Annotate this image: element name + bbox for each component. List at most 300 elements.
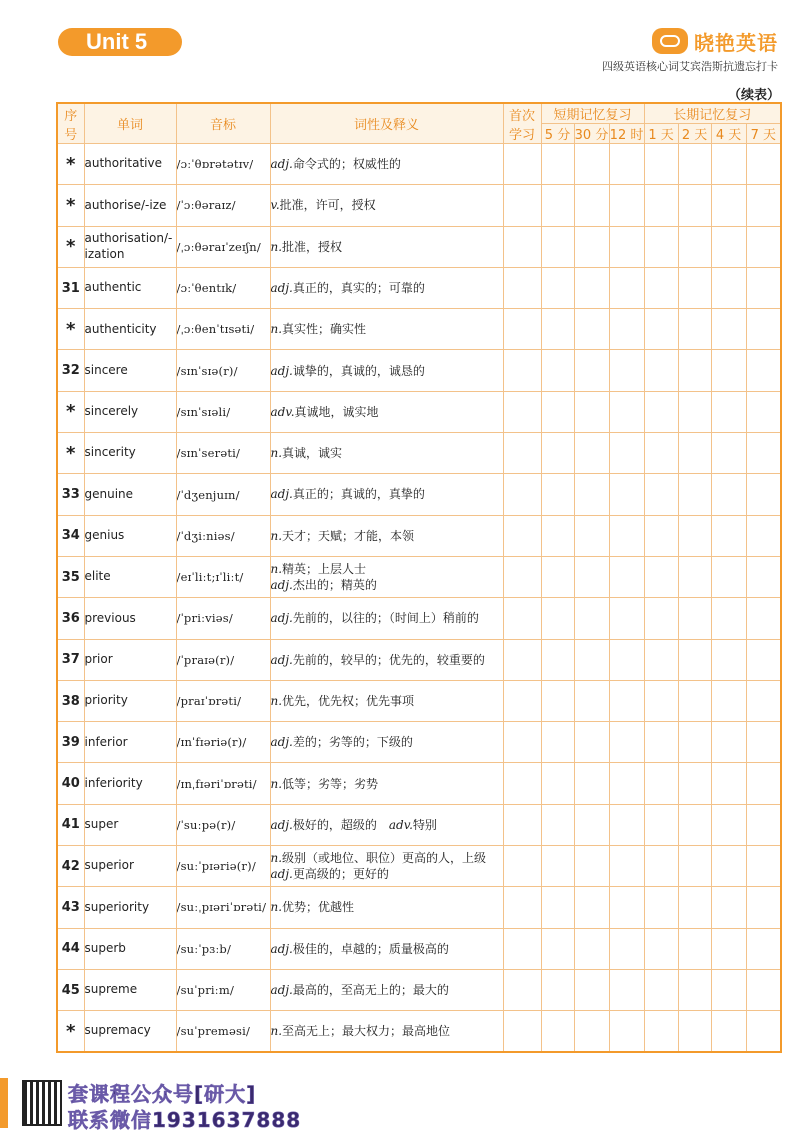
review-checkbox-cell[interactable] bbox=[541, 226, 574, 267]
meaning: 批准，许可，授权 bbox=[279, 198, 376, 213]
review-checkbox-cell[interactable] bbox=[541, 309, 574, 350]
review-checkbox-cell[interactable] bbox=[746, 1011, 781, 1052]
header-definition: 词性及释义 bbox=[270, 103, 503, 144]
review-checkbox-cell[interactable] bbox=[541, 887, 574, 928]
review-checkbox-cell[interactable] bbox=[746, 309, 781, 350]
review-checkbox-cell[interactable] bbox=[503, 144, 541, 185]
review-checkbox-cell[interactable] bbox=[541, 804, 574, 845]
review-checkbox-cell[interactable] bbox=[711, 722, 746, 763]
row-definition bbox=[270, 144, 503, 185]
review-checkbox-cell[interactable] bbox=[541, 722, 574, 763]
review-checkbox-cell[interactable] bbox=[711, 226, 746, 267]
review-checkbox-cell[interactable] bbox=[609, 680, 644, 721]
review-checkbox-cell[interactable] bbox=[503, 598, 541, 639]
row-index: 42 bbox=[57, 846, 84, 887]
review-checkbox-cell[interactable] bbox=[503, 391, 541, 432]
review-checkbox-cell[interactable] bbox=[609, 928, 644, 969]
row-word: genuine bbox=[84, 474, 176, 515]
review-checkbox-cell[interactable] bbox=[609, 515, 644, 556]
row-index: * bbox=[57, 309, 84, 350]
table-row bbox=[57, 639, 781, 680]
row-index: 33 bbox=[57, 474, 84, 515]
row-word: super bbox=[84, 804, 176, 845]
review-checkbox-cell[interactable] bbox=[503, 928, 541, 969]
review-checkbox-cell[interactable] bbox=[746, 350, 781, 391]
review-checkbox-cell[interactable] bbox=[711, 556, 746, 597]
review-checkbox-cell[interactable] bbox=[503, 722, 541, 763]
review-checkbox-cell[interactable] bbox=[541, 680, 574, 721]
qr-code-icon bbox=[22, 1080, 62, 1126]
meaning: 真诚地，诚实地 bbox=[294, 404, 379, 419]
part-of-speech: n. bbox=[270, 693, 283, 708]
part-of-speech: adj. bbox=[270, 157, 293, 172]
row-index: 34 bbox=[57, 515, 84, 556]
review-checkbox-cell[interactable] bbox=[609, 887, 644, 928]
review-checkbox-cell[interactable] bbox=[541, 763, 574, 804]
review-checkbox-cell[interactable] bbox=[711, 598, 746, 639]
review-checkbox-cell[interactable] bbox=[678, 515, 711, 556]
review-checkbox-cell[interactable] bbox=[503, 763, 541, 804]
part-of-speech: adj. bbox=[270, 735, 293, 750]
row-index: 41 bbox=[57, 804, 84, 845]
review-checkbox-cell[interactable] bbox=[609, 722, 644, 763]
review-checkbox-cell[interactable] bbox=[678, 680, 711, 721]
review-checkbox-cell[interactable] bbox=[503, 433, 541, 474]
review-checkbox-cell[interactable] bbox=[746, 267, 781, 308]
review-checkbox-cell[interactable] bbox=[746, 722, 781, 763]
row-phonetic: /ɔːˈθentɪk/ bbox=[176, 267, 270, 308]
review-checkbox-cell[interactable] bbox=[609, 763, 644, 804]
review-checkbox-cell[interactable] bbox=[574, 722, 609, 763]
part-of-speech: adj. bbox=[270, 867, 293, 882]
review-checkbox-cell[interactable] bbox=[644, 433, 678, 474]
review-checkbox-cell[interactable] bbox=[574, 556, 609, 597]
header-12h: 12 时 bbox=[609, 124, 644, 144]
table-row bbox=[57, 556, 781, 597]
review-checkbox-cell[interactable] bbox=[746, 391, 781, 432]
row-definition bbox=[270, 309, 503, 350]
review-checkbox-cell[interactable] bbox=[746, 144, 781, 185]
row-index: 31 bbox=[57, 267, 84, 308]
review-checkbox-cell[interactable] bbox=[609, 433, 644, 474]
row-word: superior bbox=[84, 846, 176, 887]
table-row bbox=[57, 515, 781, 556]
continued-label: （续表） bbox=[727, 88, 780, 103]
row-phonetic: /suːˈpɪəriə(r)/ bbox=[176, 846, 270, 887]
review-checkbox-cell[interactable] bbox=[711, 144, 746, 185]
review-checkbox-cell[interactable] bbox=[644, 350, 678, 391]
row-phonetic: /ˈdʒiːniəs/ bbox=[176, 515, 270, 556]
review-checkbox-cell[interactable] bbox=[678, 556, 711, 597]
part-of-speech: n. bbox=[270, 446, 283, 461]
review-checkbox-cell[interactable] bbox=[609, 391, 644, 432]
row-index: 37 bbox=[57, 639, 84, 680]
review-checkbox-cell[interactable] bbox=[644, 598, 678, 639]
review-checkbox-cell[interactable] bbox=[711, 1011, 746, 1052]
row-word: genius bbox=[84, 515, 176, 556]
header-short-term: 短期记忆复习 bbox=[541, 103, 644, 124]
review-checkbox-cell[interactable] bbox=[503, 267, 541, 308]
review-checkbox-cell[interactable] bbox=[541, 639, 574, 680]
review-checkbox-cell[interactable] bbox=[574, 598, 609, 639]
review-checkbox-cell[interactable] bbox=[644, 474, 678, 515]
meaning: 精英；上层人士 bbox=[282, 561, 367, 576]
review-checkbox-cell[interactable] bbox=[503, 680, 541, 721]
row-definition bbox=[270, 350, 503, 391]
review-checkbox-cell[interactable] bbox=[711, 391, 746, 432]
review-checkbox-cell[interactable] bbox=[746, 846, 781, 887]
row-index: 35 bbox=[57, 556, 84, 597]
review-checkbox-cell[interactable] bbox=[644, 226, 678, 267]
review-checkbox-cell[interactable] bbox=[503, 474, 541, 515]
review-checkbox-cell[interactable] bbox=[609, 846, 644, 887]
review-checkbox-cell[interactable] bbox=[746, 887, 781, 928]
review-checkbox-cell[interactable] bbox=[644, 1011, 678, 1052]
review-checkbox-cell[interactable] bbox=[678, 763, 711, 804]
review-checkbox-cell[interactable] bbox=[574, 185, 609, 226]
table-row bbox=[57, 887, 781, 928]
header-word: 单词 bbox=[84, 103, 176, 144]
review-checkbox-cell[interactable] bbox=[678, 639, 711, 680]
review-checkbox-cell[interactable] bbox=[503, 804, 541, 845]
review-checkbox-cell[interactable] bbox=[678, 267, 711, 308]
row-index: 39 bbox=[57, 722, 84, 763]
review-checkbox-cell[interactable] bbox=[574, 804, 609, 845]
review-checkbox-cell[interactable] bbox=[711, 267, 746, 308]
row-word: prior bbox=[84, 639, 176, 680]
row-definition bbox=[270, 185, 503, 226]
review-checkbox-cell[interactable] bbox=[644, 722, 678, 763]
review-checkbox-cell[interactable] bbox=[503, 969, 541, 1010]
row-word: previous bbox=[84, 598, 176, 639]
review-checkbox-cell[interactable] bbox=[541, 350, 574, 391]
review-checkbox-cell[interactable] bbox=[644, 515, 678, 556]
review-checkbox-cell[interactable] bbox=[609, 309, 644, 350]
review-checkbox-cell[interactable] bbox=[609, 639, 644, 680]
meaning: 诚挚的，真诚的，诚恳的 bbox=[292, 363, 425, 378]
meaning: 真正的；真诚的，真挚的 bbox=[292, 487, 425, 502]
review-checkbox-cell[interactable] bbox=[644, 267, 678, 308]
review-checkbox-cell[interactable] bbox=[746, 598, 781, 639]
review-checkbox-cell[interactable] bbox=[711, 639, 746, 680]
part-of-speech: n. bbox=[270, 1024, 283, 1039]
review-checkbox-cell[interactable] bbox=[609, 804, 644, 845]
review-checkbox-cell[interactable] bbox=[574, 639, 609, 680]
table-row bbox=[57, 804, 781, 845]
review-checkbox-cell[interactable] bbox=[541, 515, 574, 556]
row-phonetic: /suˈpriːm/ bbox=[176, 969, 270, 1010]
header-4day: 4 天 bbox=[711, 124, 746, 144]
review-checkbox-cell[interactable] bbox=[541, 185, 574, 226]
review-checkbox-cell[interactable] bbox=[711, 433, 746, 474]
review-checkbox-cell[interactable] bbox=[746, 556, 781, 597]
review-checkbox-cell[interactable] bbox=[503, 350, 541, 391]
header-1day: 1 天 bbox=[644, 124, 678, 144]
review-checkbox-cell[interactable] bbox=[503, 639, 541, 680]
review-checkbox-cell[interactable] bbox=[746, 928, 781, 969]
review-checkbox-cell[interactable] bbox=[503, 1011, 541, 1052]
review-checkbox-cell[interactable] bbox=[678, 804, 711, 845]
review-checkbox-cell[interactable] bbox=[678, 474, 711, 515]
review-checkbox-cell[interactable] bbox=[503, 185, 541, 226]
meaning: 极好的，超级的 bbox=[292, 817, 389, 832]
table-row bbox=[57, 185, 781, 226]
review-checkbox-cell[interactable] bbox=[711, 846, 746, 887]
header-index: 序号 bbox=[57, 103, 84, 144]
table-row bbox=[57, 433, 781, 474]
row-definition bbox=[270, 680, 503, 721]
meaning: 杰出的；精英的 bbox=[292, 578, 377, 593]
review-checkbox-cell[interactable] bbox=[746, 639, 781, 680]
table-row bbox=[57, 474, 781, 515]
row-definition bbox=[270, 226, 503, 267]
review-checkbox-cell[interactable] bbox=[574, 515, 609, 556]
table-row bbox=[57, 969, 781, 1010]
review-checkbox-cell[interactable] bbox=[711, 474, 746, 515]
review-checkbox-cell[interactable] bbox=[711, 680, 746, 721]
row-word: superb bbox=[84, 928, 176, 969]
review-checkbox-cell[interactable] bbox=[711, 804, 746, 845]
row-definition bbox=[270, 515, 503, 556]
part-of-speech: adj. bbox=[270, 487, 293, 502]
review-checkbox-cell[interactable] bbox=[678, 391, 711, 432]
review-checkbox-cell[interactable] bbox=[644, 144, 678, 185]
row-phonetic: /ˈsuːpə(r)/ bbox=[176, 804, 270, 845]
table-row bbox=[57, 391, 781, 432]
part-of-speech: n. bbox=[270, 528, 283, 543]
row-word: sincerity bbox=[84, 433, 176, 474]
review-checkbox-cell[interactable] bbox=[503, 846, 541, 887]
part-of-speech: n. bbox=[270, 239, 283, 254]
review-checkbox-cell[interactable] bbox=[644, 804, 678, 845]
part-of-speech: adv. bbox=[270, 404, 295, 419]
header-5min: 5 分 bbox=[541, 124, 574, 144]
row-index: * bbox=[57, 144, 84, 185]
review-checkbox-cell[interactable] bbox=[678, 969, 711, 1010]
review-checkbox-cell[interactable] bbox=[746, 433, 781, 474]
review-checkbox-cell[interactable] bbox=[609, 556, 644, 597]
review-checkbox-cell[interactable] bbox=[541, 433, 574, 474]
row-word: authorisation/-ization bbox=[84, 226, 176, 267]
review-checkbox-cell[interactable] bbox=[503, 887, 541, 928]
row-definition bbox=[270, 1011, 503, 1052]
review-checkbox-cell[interactable] bbox=[503, 226, 541, 267]
review-checkbox-cell[interactable] bbox=[574, 144, 609, 185]
review-checkbox-cell[interactable] bbox=[541, 144, 574, 185]
review-checkbox-cell[interactable] bbox=[711, 887, 746, 928]
row-definition bbox=[270, 887, 503, 928]
review-checkbox-cell[interactable] bbox=[574, 433, 609, 474]
review-checkbox-cell[interactable] bbox=[678, 928, 711, 969]
review-checkbox-cell[interactable] bbox=[678, 226, 711, 267]
review-checkbox-cell[interactable] bbox=[678, 846, 711, 887]
review-checkbox-cell[interactable] bbox=[711, 309, 746, 350]
row-index: 44 bbox=[57, 928, 84, 969]
review-checkbox-cell[interactable] bbox=[678, 144, 711, 185]
part-of-speech: n. bbox=[270, 851, 283, 865]
review-checkbox-cell[interactable] bbox=[746, 680, 781, 721]
row-definition bbox=[270, 474, 503, 515]
row-definition bbox=[270, 433, 503, 474]
review-checkbox-cell[interactable] bbox=[541, 1011, 574, 1052]
review-checkbox-cell[interactable] bbox=[541, 598, 574, 639]
review-checkbox-cell[interactable] bbox=[746, 226, 781, 267]
vocab-body bbox=[57, 144, 781, 1053]
review-checkbox-cell[interactable] bbox=[644, 391, 678, 432]
row-definition bbox=[270, 391, 503, 432]
review-checkbox-cell[interactable] bbox=[711, 969, 746, 1010]
review-checkbox-cell[interactable] bbox=[541, 846, 574, 887]
review-checkbox-cell[interactable] bbox=[609, 969, 644, 1010]
row-word: authentic bbox=[84, 267, 176, 308]
row-phonetic: /ɔːˈθɒrətətɪv/ bbox=[176, 144, 270, 185]
review-checkbox-cell[interactable] bbox=[746, 763, 781, 804]
row-index: * bbox=[57, 185, 84, 226]
review-checkbox-cell[interactable] bbox=[644, 556, 678, 597]
row-phonetic: /sɪnˈsɪə(r)/ bbox=[176, 350, 270, 391]
review-checkbox-cell[interactable] bbox=[746, 515, 781, 556]
review-checkbox-cell[interactable] bbox=[541, 969, 574, 1010]
header-phonetic: 音标 bbox=[176, 103, 270, 144]
row-phonetic: /ˌɔːθenˈtɪsəti/ bbox=[176, 309, 270, 350]
row-definition bbox=[270, 804, 503, 845]
meaning: 天才；天赋；才能，本领 bbox=[282, 528, 415, 543]
review-checkbox-cell[interactable] bbox=[644, 763, 678, 804]
review-checkbox-cell[interactable] bbox=[574, 309, 609, 350]
row-word: priority bbox=[84, 680, 176, 721]
review-checkbox-cell[interactable] bbox=[541, 928, 574, 969]
meaning: 最高的，至高无上的；最大的 bbox=[292, 982, 449, 997]
review-checkbox-cell[interactable] bbox=[678, 309, 711, 350]
review-checkbox-cell[interactable] bbox=[711, 515, 746, 556]
row-word: superiority bbox=[84, 887, 176, 928]
part-of-speech: n. bbox=[270, 900, 283, 915]
row-index: * bbox=[57, 1011, 84, 1052]
meaning: 至高无上；最大权力；最高地位 bbox=[282, 1024, 451, 1039]
review-checkbox-cell[interactable] bbox=[609, 144, 644, 185]
review-checkbox-cell[interactable] bbox=[678, 1011, 711, 1052]
review-checkbox-cell[interactable] bbox=[541, 391, 574, 432]
table-row bbox=[57, 846, 781, 887]
review-checkbox-cell[interactable] bbox=[678, 722, 711, 763]
review-checkbox-cell[interactable] bbox=[644, 928, 678, 969]
row-word: supremacy bbox=[84, 1011, 176, 1052]
review-checkbox-cell[interactable] bbox=[678, 185, 711, 226]
review-checkbox-cell[interactable] bbox=[574, 928, 609, 969]
review-checkbox-cell[interactable] bbox=[574, 846, 609, 887]
row-phonetic: /ɪnˌfɪəriˈɒrəti/ bbox=[176, 763, 270, 804]
row-index: 43 bbox=[57, 887, 84, 928]
review-checkbox-cell[interactable] bbox=[609, 474, 644, 515]
review-checkbox-cell[interactable] bbox=[609, 350, 644, 391]
review-checkbox-cell[interactable] bbox=[503, 515, 541, 556]
table-row bbox=[57, 763, 781, 804]
review-checkbox-cell[interactable] bbox=[574, 391, 609, 432]
review-checkbox-cell[interactable] bbox=[678, 887, 711, 928]
review-checkbox-cell[interactable] bbox=[574, 763, 609, 804]
table-row bbox=[57, 928, 781, 969]
review-checkbox-cell[interactable] bbox=[746, 474, 781, 515]
review-checkbox-cell[interactable] bbox=[541, 267, 574, 308]
review-checkbox-cell[interactable] bbox=[644, 639, 678, 680]
row-definition bbox=[270, 969, 503, 1010]
review-checkbox-cell[interactable] bbox=[644, 185, 678, 226]
row-phonetic: /suˈpreməsi/ bbox=[176, 1011, 270, 1052]
review-checkbox-cell[interactable] bbox=[609, 598, 644, 639]
review-checkbox-cell[interactable] bbox=[574, 1011, 609, 1052]
meaning: 命令式的；权威性的 bbox=[292, 157, 401, 172]
review-checkbox-cell[interactable] bbox=[644, 887, 678, 928]
header-7day: 7 天 bbox=[746, 124, 781, 144]
review-checkbox-cell[interactable] bbox=[574, 226, 609, 267]
review-checkbox-cell[interactable] bbox=[541, 556, 574, 597]
review-checkbox-cell[interactable] bbox=[746, 804, 781, 845]
row-index: * bbox=[57, 433, 84, 474]
review-checkbox-cell[interactable] bbox=[678, 433, 711, 474]
review-checkbox-cell[interactable] bbox=[711, 350, 746, 391]
review-checkbox-cell[interactable] bbox=[541, 474, 574, 515]
review-checkbox-cell[interactable] bbox=[574, 474, 609, 515]
review-checkbox-cell[interactable] bbox=[678, 350, 711, 391]
row-definition bbox=[270, 763, 503, 804]
meaning: 真实性；确实性 bbox=[282, 322, 367, 337]
review-checkbox-cell[interactable] bbox=[644, 969, 678, 1010]
review-checkbox-cell[interactable] bbox=[574, 350, 609, 391]
meaning: 差的；劣等的；下级的 bbox=[292, 735, 413, 750]
row-phonetic: /ˌɔːθəraɪˈzeɪʃn/ bbox=[176, 226, 270, 267]
row-word: inferiority bbox=[84, 763, 176, 804]
review-checkbox-cell[interactable] bbox=[678, 598, 711, 639]
row-phonetic: /sɪnˈsɪəli/ bbox=[176, 391, 270, 432]
review-checkbox-cell[interactable] bbox=[574, 267, 609, 308]
header-30min: 30 分 bbox=[574, 124, 609, 144]
review-checkbox-cell[interactable] bbox=[746, 969, 781, 1010]
review-checkbox-cell[interactable] bbox=[746, 185, 781, 226]
brand-logo-icon bbox=[652, 28, 688, 54]
review-checkbox-cell[interactable] bbox=[574, 680, 609, 721]
meaning: 真正的，真实的；可靠的 bbox=[292, 280, 425, 295]
meaning: 特别 bbox=[412, 817, 437, 832]
row-phonetic: /ˈpriːviəs/ bbox=[176, 598, 270, 639]
meaning: 真诚，诚实 bbox=[282, 446, 343, 461]
review-checkbox-cell[interactable] bbox=[503, 556, 541, 597]
review-checkbox-cell[interactable] bbox=[574, 887, 609, 928]
meaning: 先前的，较早的；优先的，较重要的 bbox=[292, 652, 485, 667]
review-checkbox-cell[interactable] bbox=[574, 969, 609, 1010]
review-checkbox-cell[interactable] bbox=[609, 226, 644, 267]
review-checkbox-cell[interactable] bbox=[503, 309, 541, 350]
row-phonetic: /eɪˈliːt;ɪˈliːt/ bbox=[176, 556, 270, 597]
part-of-speech: adj. bbox=[270, 363, 293, 378]
review-checkbox-cell[interactable] bbox=[609, 1011, 644, 1052]
row-word: sincerely bbox=[84, 391, 176, 432]
review-checkbox-cell[interactable] bbox=[609, 267, 644, 308]
review-checkbox-cell[interactable] bbox=[711, 928, 746, 969]
row-word: authorise/-ize bbox=[84, 185, 176, 226]
part-of-speech: n. bbox=[270, 561, 283, 576]
review-checkbox-cell[interactable] bbox=[609, 185, 644, 226]
review-checkbox-cell[interactable] bbox=[644, 846, 678, 887]
review-checkbox-cell[interactable] bbox=[644, 309, 678, 350]
table-row bbox=[57, 598, 781, 639]
table-row bbox=[57, 1011, 781, 1052]
review-checkbox-cell[interactable] bbox=[711, 185, 746, 226]
meaning: 先前的，以往的；（时间上）稍前的 bbox=[292, 611, 479, 626]
review-checkbox-cell[interactable] bbox=[711, 763, 746, 804]
part-of-speech: n. bbox=[270, 322, 283, 337]
row-definition bbox=[270, 598, 503, 639]
review-checkbox-cell[interactable] bbox=[644, 680, 678, 721]
